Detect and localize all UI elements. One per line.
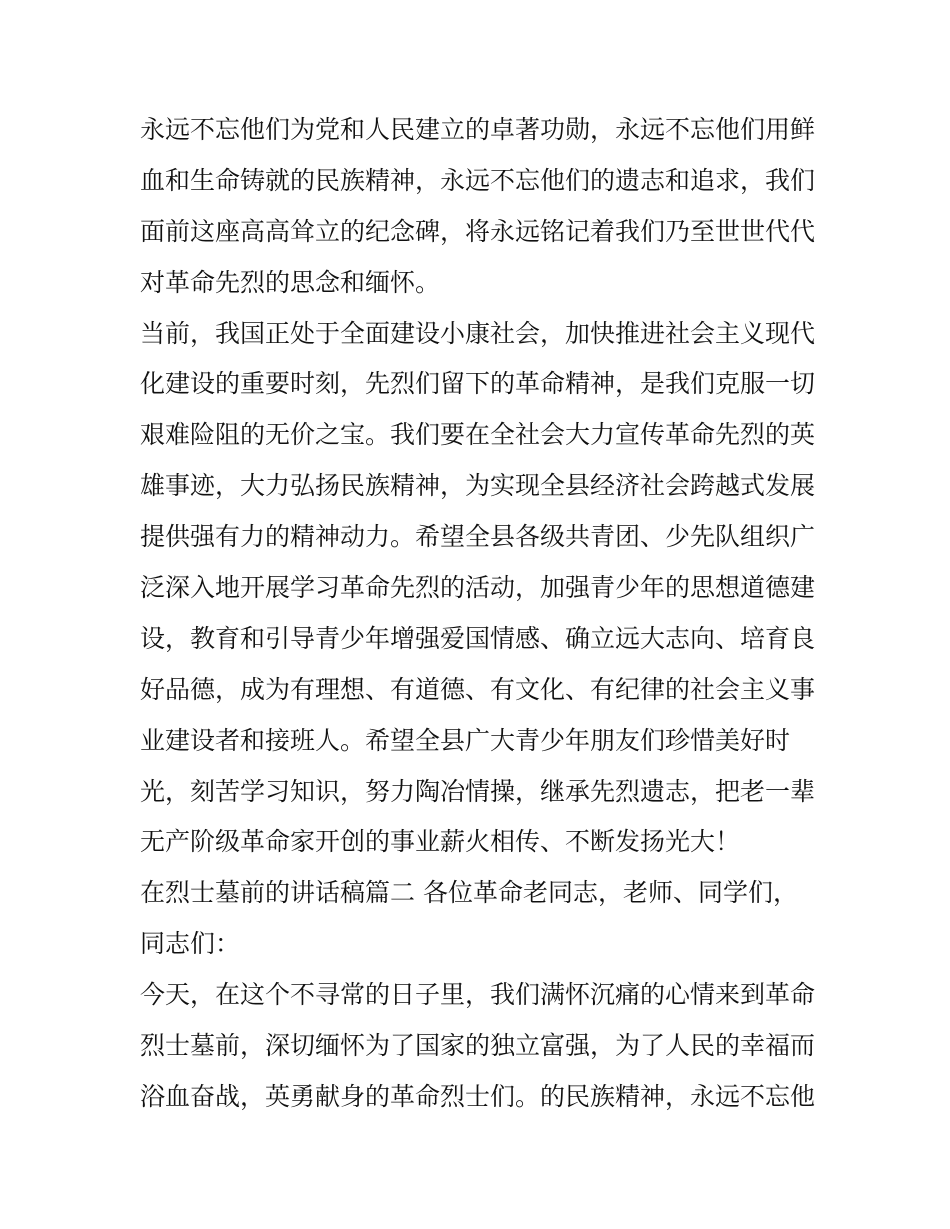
text-line: 设，教育和引导青少年增强爱国情感、确立远大志向、培育良 <box>140 623 816 653</box>
text-line: 业建设者和接班人。希望全县广大青少年朋友们珍惜美好时 <box>140 725 791 755</box>
text-line: 当前，我国正处于全面建设小康社会，加快推进社会主义现代 <box>140 318 816 348</box>
text-line: 提供强有力的精神动力。希望全县各级共青团、少先队组织广 <box>140 522 816 552</box>
section-heading-line: 在烈士墓前的讲话稿篇二 各位革命老同志，老师、同学们， <box>140 878 798 908</box>
text-line: 同志们： <box>140 929 241 959</box>
text-line: 今天，在这个不寻常的日子里，我们满怀沉痛的心情来到革命 <box>140 980 816 1010</box>
text-line: 对革命先烈的思念和缅怀。 <box>140 267 441 297</box>
text-line: 无产阶级革命家开创的事业薪火相传、不断发扬光大！ <box>140 827 741 857</box>
text-line: 化建设的重要时刻，先烈们留下的革命精神，是我们克服一切 <box>140 369 816 399</box>
body-text <box>140 105 820 1123</box>
text-line: 光，刻苦学习知识，努力陶冶情操，继承先烈遗志，把老一辈 <box>140 776 816 806</box>
text-line: 雄事迹，大力弘扬民族精神，为实现全县经济社会跨越式发展 <box>140 471 816 501</box>
text-line: 浴血奋战，英勇献身的革命烈士们。的民族精神，永远不忘他 <box>140 1081 816 1111</box>
text-line: 血和生命铸就的民族精神，永远不忘他们的遗志和追求，我们 <box>140 165 816 195</box>
text-line: 泛深入地开展学习革命先烈的活动，加强青少年的思想道德建 <box>140 573 816 603</box>
text-line: 艰难险阻的无价之宝。我们要在全社会大力宣传革命先烈的英 <box>140 420 816 450</box>
text-line: 面前这座高高耸立的纪念碑，将永远铭记着我们乃至世世代代 <box>140 216 816 246</box>
text-line: 烈士墓前，深切缅怀为了国家的独立富强，为了人民的幸福而 <box>140 1031 816 1061</box>
text-line: 永远不忘他们为党和人民建立的卓著功勋，永远不忘他们用鲜 <box>140 115 816 144</box>
text-line: 好品德，成为有理想、有道德、有文化、有纪律的社会主义事 <box>140 674 816 704</box>
